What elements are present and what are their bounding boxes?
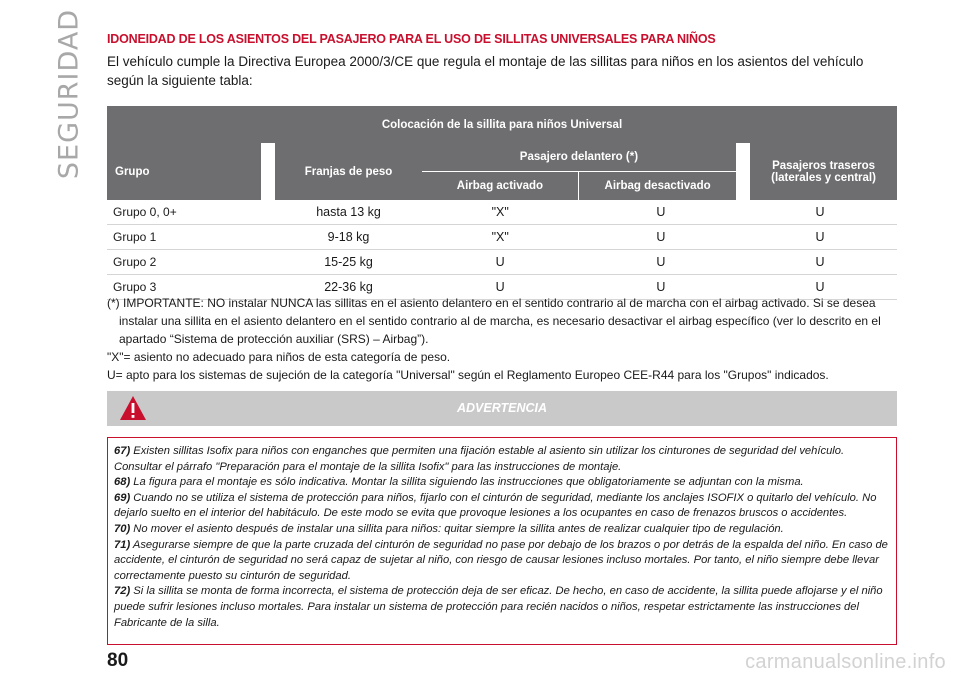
warning-item-number: 68) (114, 476, 131, 489)
section-title: IDONEIDAD DE LOS ASIENTOS DEL PASAJERO PARA EL USO DE SILLITAS UNIVERSALES PARA NIÑOS (107, 32, 716, 46)
table-top-header: Colocación de la sillita para niños Universal (107, 106, 897, 143)
cell-weight: hasta 13 kg (275, 200, 422, 225)
warning-item-number: 69) (114, 491, 131, 504)
cell-weight: 22-36 kg (275, 275, 422, 300)
intro-paragraph: El vehículo cumple la Directiva Europea 2000/3/CE que regula el montaje de las sillitas para niños en los asientos del vehículo según la siguiente tabla: (107, 54, 864, 88)
cell-airbag-on: U (422, 275, 579, 300)
cell-airbag-on: U (422, 250, 579, 275)
cell-airbag-off: U (579, 200, 743, 225)
warning-item-number: 70) (114, 522, 131, 535)
cell-airbag-on: "X" (422, 225, 579, 250)
warning-item (114, 444, 890, 475)
warning-item (114, 538, 890, 585)
header-gap (261, 143, 275, 200)
warning-box (107, 437, 897, 645)
cell-weight: 9-18 kg (275, 225, 422, 250)
cell-airbag-off: U (579, 225, 743, 250)
table-row (107, 250, 897, 275)
page-number: 80 (107, 650, 129, 671)
watermark: carmanualsonline.info (745, 651, 946, 673)
warning-item-text: La figura para el montaje es sólo indicativa. Montar la sillita siguiendo las instrucciones que obligatoriamente se adjuntan con la misma. (133, 476, 804, 489)
header-front-passenger: Pasajero delantero (*) (422, 143, 743, 172)
warning-item-number: 71) (114, 538, 131, 551)
header-weight: Franjas de peso (275, 143, 422, 200)
warning-item (114, 584, 890, 631)
child-seat-table (107, 106, 897, 300)
cell-rear: U (743, 250, 897, 275)
section-side-label: SEGURIDAD (53, 8, 85, 180)
warning-item (114, 475, 890, 491)
warning-item-number: 67) (114, 445, 131, 457)
header-airbag-on: Airbag activado (422, 172, 579, 201)
cell-rear: U (743, 225, 897, 250)
cell-group: Grupo 1 (107, 225, 261, 250)
warning-title: ADVERTENCIA (456, 401, 548, 415)
table-row (107, 225, 897, 250)
cell-group: Grupo 2 (107, 250, 261, 275)
warning-item (114, 491, 890, 522)
warning-item-text: Cuando no se utiliza el sistema de protección para niños, fijarlo con el cinturón de seguridad, mediante los anclajes ISOFIX o quitarlo del vehículo. No dejarlo suelto en el interior del habitáculo. De este modo se evita que provoque lesiones a los ocupantes en caso de frenazos bruscos o accidentes. (114, 491, 877, 520)
header-group: Grupo (107, 143, 261, 200)
warning-header (107, 391, 897, 426)
warning-item-number: 72) (114, 585, 131, 598)
warning-item-text: Existen sillitas Isofix para niños con enganches que permiten una fijación estable al asiento sin utilizar los cinturones de seguridad del vehículo. Consultar el párrafo "Preparación para el montaje de la sillita Isofix" para las instrucciones de montaje. (114, 445, 845, 473)
cell-rear: U (743, 200, 897, 225)
cell-airbag-on: "X" (422, 200, 579, 225)
table-row (107, 200, 897, 225)
header-rear-passengers: Pasajeros traseros (laterales y central) (743, 143, 897, 200)
header-airbag-off: Airbag desactivado (579, 172, 743, 201)
table-notes (107, 294, 897, 384)
warning-item-text: No mover el asiento después de instalar una sillita para niños: quitar siempre la sillita antes de realizar cualquier tipo de regulación. (133, 522, 784, 535)
cell-airbag-off: U (579, 250, 743, 275)
cell-airbag-off: U (579, 275, 743, 300)
cell-group: Grupo 3 (107, 275, 261, 300)
cell-group: Grupo 0, 0+ (107, 200, 261, 225)
cell-rear: U (743, 275, 897, 300)
warning-item-text: Asegurarse siempre de que la parte cruzada del cinturón de seguridad no pase por debajo de los brazos o por detrás de la espalda del niño. En caso de accidente, el cinturón de seguridad no será capaz de sujetar al niño, con riesgo de causar lesiones incluso mortales. Por tanto, el niño siempre debe llevar correctamente puesto su cinturón de seguridad. (114, 538, 888, 582)
warning-item (114, 522, 890, 538)
warning-item-text: Si la sillita se monta de forma incorrecta, el sistema de protección deja de ser eficaz. De hecho, en caso de accidente, la sillita puede aflojarse y el niño puede sufrir lesiones incluso mortales. Para instalar un sistema de protección para recién nacidos o niños, respetar estrictamente las instrucciones del Fabricante de la silla. (114, 585, 883, 629)
cell-weight: 15-25 kg (275, 250, 422, 275)
note-u-definition: U= apto para los sistemas de sujeción de la categoría "Universal" según el Reglamento Europeo CEE-R44 para los "Grupos" indicados. (107, 368, 829, 382)
note-x-definition: "X"= asiento no adecuado para niños de esta categoría de peso. (107, 350, 451, 364)
note-important: (*) IMPORTANTE: NO instalar NUNCA las sillitas en el asiento delantero en el sentido contrario al de marcha con el airbag activado. Si se desea instalar una sillita en el asiento delantero en el sentido contrario al de marcha, es necesario desactivar el airbag específico (ver lo descrito en el apartado “Sistema de protección auxiliar (SRS) – Airbag”). (107, 296, 881, 346)
